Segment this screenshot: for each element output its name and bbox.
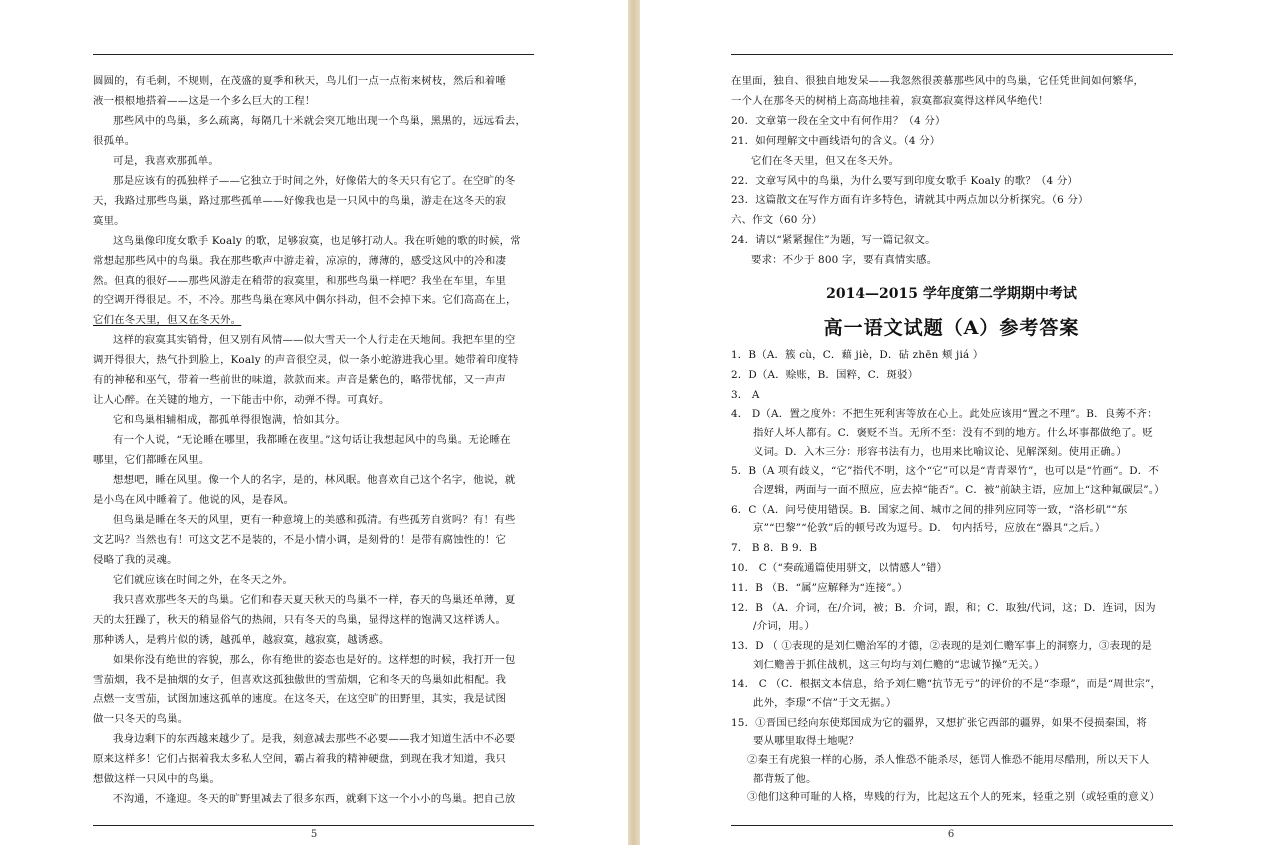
text-line: 刘仁赡善于抓住战机，这三句均与刘仁赡的“忠诚节操”无关。） <box>753 658 1045 671</box>
text-line: 液一根根地搭着——这是一个多么巨大的工程！ <box>93 94 316 107</box>
text-line: 要求：不少于 800 字，要有真情实感。 <box>751 254 938 267</box>
text-line: 原来这样多！它们占据着我太多私人空间，霸占着我的精神硬盘，到现在我才知道，我只 <box>93 753 507 766</box>
text-line: 京”“巴黎”“伦敦”后的顿号改为逗号。D． 句内括号，应放在“器具”之后。） <box>753 522 1106 535</box>
text-line: 圆圆的，有毛刺，不规则，在茂盛的夏季和秋天，鸟儿们一点一点衔来树枝，然后和着唾 <box>93 75 507 87</box>
text-line: ③他们这种可耻的人格，卑贱的行为，比起这五个人的死来，轻重之别（或轻重的意义） <box>747 791 1161 804</box>
text-line: 24．请以“紧紧握住”为题，写一篇记叙文。 <box>731 234 936 247</box>
text-line: 那是应该有的孤独样子——它独立于时间之外，好像偌大的冬天只有它了。在空旷的冬 <box>113 174 516 187</box>
text-line: 4． D（A．置之度外：不把生死利害等放在心上。此处应该用“置之不理”。B．良莠不齐： <box>731 408 1158 421</box>
text-line: 指好人坏人都有。C．褒贬不当。无所不至：没有不到的地方。什么坏事都做绝了。贬 <box>753 427 1153 439</box>
text-line: 然。但真的很好——那些风游走在稍带的寂寞里，和那些鸟巢一样吧？我坐在车里，车里 <box>93 274 507 287</box>
text-line: 这鸟巢像印度女歌手 Koaly 的歌，足够寂寞，也足够打动人。我在听她的歌的时候，常 <box>113 234 521 247</box>
text-line: 天的太狂躁了，秋天的稍显俗气的热闹，只有冬天的鸟巢，显得这样的饱满又这样诱人。 <box>93 613 507 626</box>
text-line: 不沟通，不逢迎。冬天的旷野里减去了很多东西，就剩下这一个小小的鸟巢。把自己放 <box>113 793 516 806</box>
text-line: 有的神秘和巫气，带着一些前世的味道，款款而来。声音是紫色的，略带忧郁，又一声声 <box>93 374 507 387</box>
text-line: 都背叛了他。 <box>753 772 817 785</box>
page-number: 5 <box>310 829 318 840</box>
text-line: 那种诱人，是鸦片似的诱，越孤单，越寂寞，越寂寞，越诱惑。 <box>93 633 390 646</box>
text-line: 20．文章第一段在全文中有何作用？（4 分） <box>731 114 946 127</box>
exam-title: 2014—2015 学年度第二学期期中考试 <box>826 286 1077 302</box>
text-line: 我身边剩下的东西越来越少了。是我，刻意减去那些不必要——我才知道生活中不必要 <box>113 733 516 746</box>
text-line: 但鸟巢是睡在冬天的风里，更有一种意境上的美感和孤清。有些孤芳自赏吗？有！有些 <box>113 513 516 526</box>
text-line: 5．B（A 项有歧义，“它”指代不明，这个“它”可以是“青青翠竹”，也可以是“竹画”。D．不 <box>731 465 1159 478</box>
text-line: 想做这样一只风中的鸟巢。 <box>93 773 221 786</box>
text-line: 12．B （A．介词，在/介词，被；B．介词，跟，和；C．取独/代词，这；D．连词，因为 <box>731 601 1156 614</box>
answer-title: 高一语文试题（A）参考答案 <box>823 317 1080 339</box>
text-line: 在里面，独自、很独自地发呆——我忽然很羡慕那些风中的鸟巢，它任凭世间如何繁华， <box>731 75 1145 87</box>
text-line: 3． A <box>731 388 760 401</box>
text-line: 2．D（A．赊账，B．国粹，C．斑驳） <box>731 368 919 381</box>
text-line: 是小鸟在风中睡着了。他说的风，是春风。 <box>93 493 295 506</box>
text-line: 它和鸟巢相辅相成，都孤单得很饱满，恰如其分。 <box>113 414 346 427</box>
text-line: 做一只冬天的鸟巢。 <box>93 713 189 726</box>
text-line: 它们就应该在时间之外，在冬天之外。 <box>113 573 294 586</box>
text-line: 21．如何理解文中画线语句的含义。（4 分） <box>731 134 941 147</box>
text-line: 22．文章写风中的鸟巢，为什么要写到印度女歌手 Koaly 的歌？（4 分） <box>731 174 1079 187</box>
text-line: 13．D （ ①表现的是刘仁赡治军的才德，②表现的是刘仁赡军事上的洞察力，③表现的是 <box>731 640 1153 652</box>
text-line: 有一个人说，“无论睡在哪里，我都睡在夜里。”这句话让我想起风中的鸟巢。无论睡在 <box>113 434 511 447</box>
text-line: 那些风中的鸟巢，多么疏离，每隔几十米就会突兀地出现一个鸟巢，黑黑的，远远看去， <box>113 114 527 127</box>
document-page-left <box>0 0 628 845</box>
text-line: 常想起那些风中的鸟巢。我在那些歌声中游走着，凉凉的，薄薄的，感受这风中的冷和凄 <box>93 254 507 267</box>
text-line: 7． B 8．B 9．B <box>731 542 818 555</box>
text-line: 想想吧，睡在风里。像一个人的名字，是的，林风眠。他喜欢自己这个名字，他说，就 <box>113 474 516 486</box>
text-line: 23．这篇散文在写作方面有许多特色，请就其中两点加以分析探究。（6 分） <box>731 194 1089 207</box>
book-gutter <box>628 0 640 845</box>
text-line: 11．B （B．“属”应解释为“连接”。） <box>731 581 908 594</box>
text-line: 14． C （C．根据文本信息，给予刘仁赡“抗节无亏”的评价的不是“李璟”，而是“周世宗”， <box>731 678 1162 691</box>
document-page-right <box>640 0 1263 845</box>
text-line: 调开得很大，热气扑到脸上，Koaly 的声音很空灵，似一条小蛇游进我心里。她带着印度特 <box>93 354 519 367</box>
text-line: /介词，用。） <box>753 620 816 633</box>
text-line: 6．C（A．问号使用错误。B．国家之间、城市之间的排列应同等一致，“洛杉矶”“东 <box>731 503 1128 516</box>
page-number: 6 <box>947 829 955 840</box>
text-line: 义词。D．入木三分：形容书法有力，也用来比喻议论、见解深刻。使用正确。） <box>753 445 1127 458</box>
text-line: 我只喜欢那些冬天的鸟巢。它们和春天夏天秋天的鸟巢不一样，春天的鸟巢还单薄，夏 <box>113 593 516 606</box>
text-line: 的空调开得很足。不，不冷。那些鸟巢在寒风中偶尔抖动，但不会掉下来。它们高高在上， <box>93 294 517 307</box>
header-rule <box>93 54 534 55</box>
text-line: 如果你没有绝世的容貌，那么，你有绝世的姿态也是好的。这样想的时候，我打开一包 <box>113 653 516 666</box>
text-line: 六、作文（60 分） <box>731 214 823 227</box>
text-line: 它们在冬天里，但又在冬天外。 <box>751 154 900 167</box>
footer-rule <box>731 825 1173 826</box>
footer-rule <box>93 825 534 826</box>
text-line: 10． C（“奏疏通篇使用骈文，以情感人”错） <box>731 562 948 574</box>
text-line: 雪茄烟，我不是抽烟的女子，但喜欢这孤独傲世的雪茄烟，它和冬天的鸟巢如此相配。我 <box>93 673 507 686</box>
text-line: 点燃一支雪茄，试图加速这孤单的速度。在这冬天，在这空旷的田野里，其实，我是试图 <box>93 693 507 706</box>
text-line: 它们在冬天里，但又在冬天外。 <box>93 314 242 327</box>
text-line: 天，我路过那些鸟巢，路过那些孤单——好像我也是一只风中的鸟巢，游走在这冬天的寂 <box>93 194 507 207</box>
text-line: 这样的寂寞其实销骨，但又别有风情——似大雪天一个人行走在天地间。我把车里的空 <box>113 334 516 347</box>
text-line: 文艺吗？当然也有！可这文艺不是装的，不是小情小调，是刻骨的！是带有腐蚀性的！它 <box>93 533 507 546</box>
text-line: 一个人在那冬天的树梢上高高地挂着，寂寞都寂寞得这样风华绝代！ <box>731 94 1049 107</box>
text-line: 可是，我喜欢那孤单。 <box>113 154 219 167</box>
text-line: 让人心醉。在关键的地方，一下能击中你，动弹不得。可真好。 <box>93 394 390 407</box>
text-line: 1．B（A．簇 cù，C．藉 jiè，D．砧 zhēn 颊 jiá ） <box>731 349 984 361</box>
text-line: 15．①晋国已经向东使郑国成为它的疆界，又想扩张它西部的疆界，如果不侵损秦国，将 <box>731 716 1148 729</box>
text-line: 要从哪里取得土地呢？ <box>753 735 859 748</box>
text-line: 哪里，它们都睡在风里。 <box>93 454 210 467</box>
text-line: 合逻辑，两面与一面不照应，应去掉“能否”。C．被”前缺主语，应加上“这种氟碳层”。） <box>753 484 1165 496</box>
text-line: 此外，李璟“不信”于文无据。） <box>753 697 897 709</box>
text-line: 寞里。 <box>93 214 125 227</box>
text-line: 很孤单。 <box>93 134 136 147</box>
text-line: 侵略了我的灵魂。 <box>93 553 178 566</box>
header-rule <box>731 54 1173 55</box>
text-line: ②秦王有虎狼一样的心肠，杀人惟恐不能杀尽，惩罚人惟恐不能用尽酷刑，所以天下人 <box>747 754 1150 766</box>
